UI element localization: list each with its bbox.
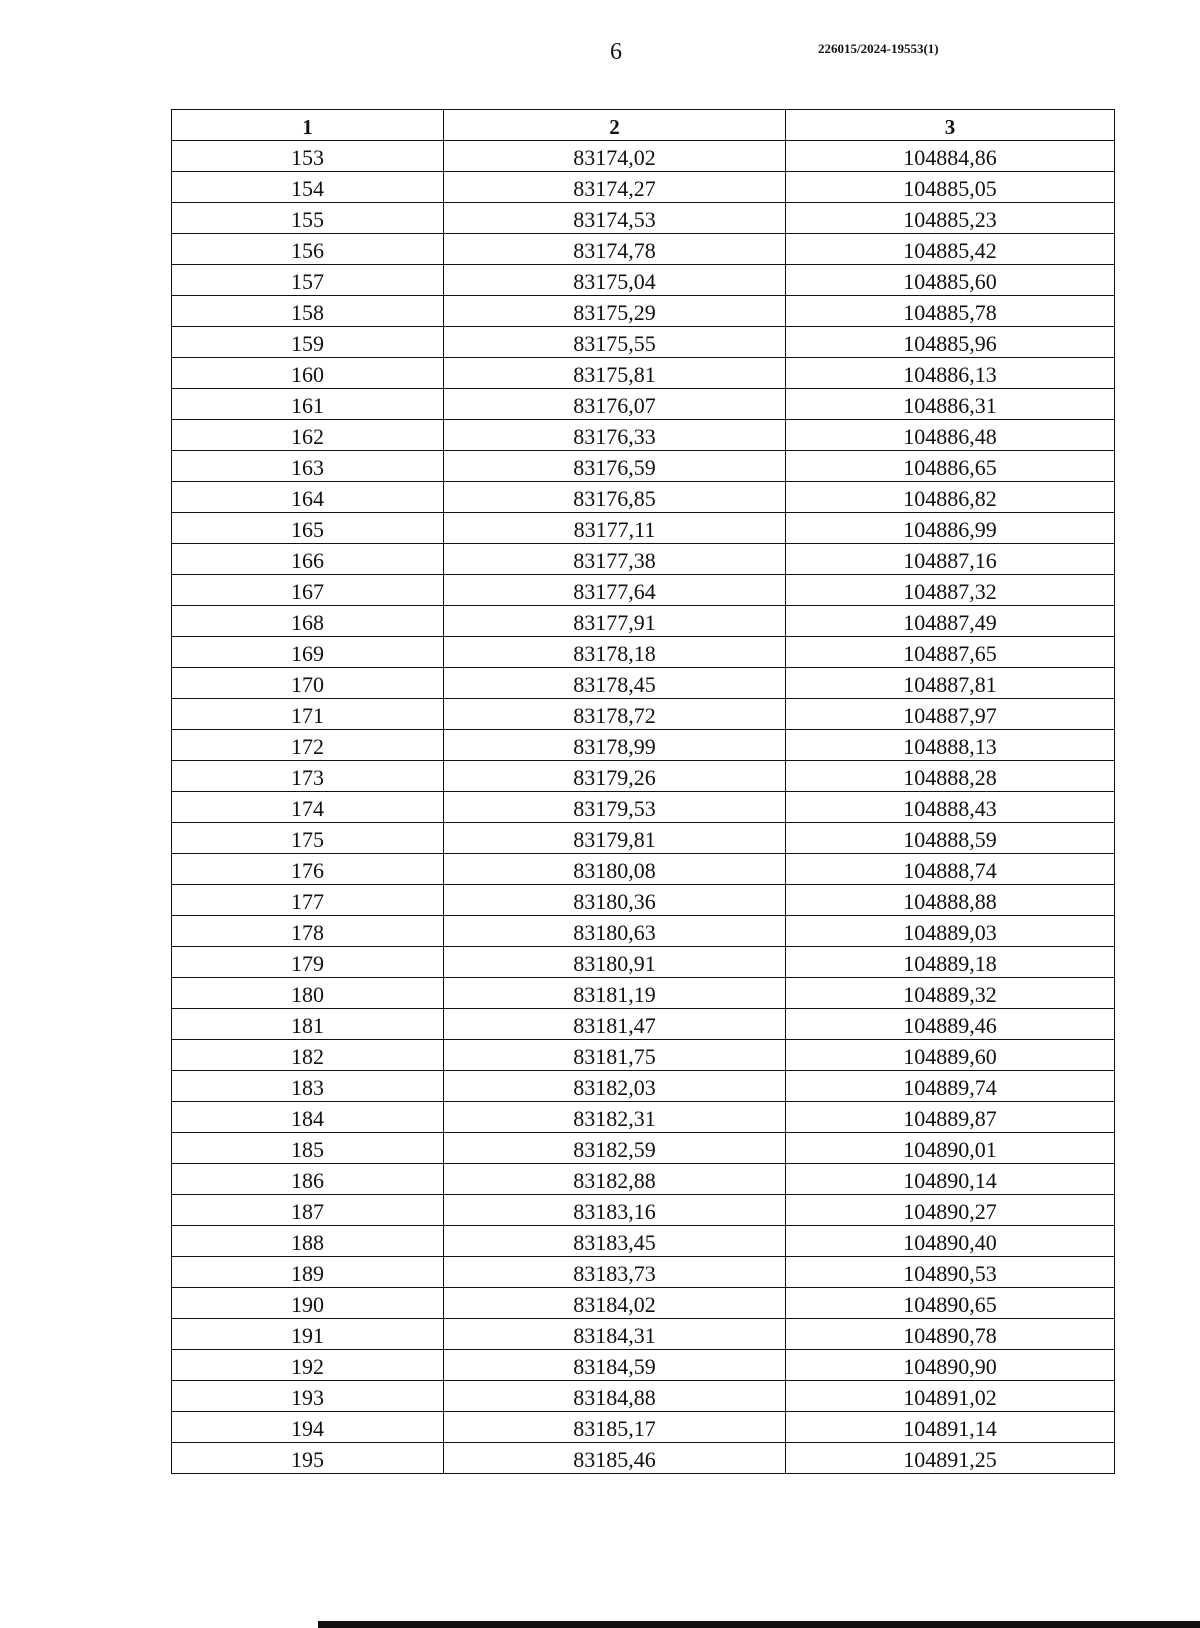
table-cell-col-1: 180 bbox=[172, 978, 444, 1009]
table-cell-col-3: 104889,18 bbox=[786, 947, 1115, 978]
table-cell-col-3: 104886,99 bbox=[786, 513, 1115, 544]
table-cell-col-2: 83181,75 bbox=[444, 1040, 786, 1071]
table-cell-col-1: 171 bbox=[172, 699, 444, 730]
table-cell-col-3: 104890,14 bbox=[786, 1164, 1115, 1195]
table-cell-col-1: 154 bbox=[172, 172, 444, 203]
table-cell-col-1: 195 bbox=[172, 1443, 444, 1474]
table-row bbox=[172, 637, 1115, 668]
table-cell-col-2: 83178,45 bbox=[444, 668, 786, 699]
table-cell-col-1: 162 bbox=[172, 420, 444, 451]
table-cell-col-1: 155 bbox=[172, 203, 444, 234]
table-row bbox=[172, 978, 1115, 1009]
table-cell-col-2: 83178,18 bbox=[444, 637, 786, 668]
table-cell-col-3: 104889,87 bbox=[786, 1102, 1115, 1133]
table-cell-col-3: 104888,88 bbox=[786, 885, 1115, 916]
table-row bbox=[172, 172, 1115, 203]
table-cell-col-3: 104889,03 bbox=[786, 916, 1115, 947]
table-cell-col-2: 83183,16 bbox=[444, 1195, 786, 1226]
column-header-1: 1 bbox=[172, 110, 444, 141]
table-cell-col-3: 104888,28 bbox=[786, 761, 1115, 792]
table-cell-col-3: 104887,49 bbox=[786, 606, 1115, 637]
table-cell-col-1: 189 bbox=[172, 1257, 444, 1288]
table-cell-col-1: 173 bbox=[172, 761, 444, 792]
table-cell-col-1: 178 bbox=[172, 916, 444, 947]
table-row bbox=[172, 327, 1115, 358]
table-cell-col-1: 181 bbox=[172, 1009, 444, 1040]
table-row bbox=[172, 1381, 1115, 1412]
table-cell-col-2: 83174,02 bbox=[444, 141, 786, 172]
table-cell-col-3: 104886,31 bbox=[786, 389, 1115, 420]
table-row bbox=[172, 203, 1115, 234]
table-row bbox=[172, 1009, 1115, 1040]
table-cell-col-3: 104887,97 bbox=[786, 699, 1115, 730]
table-header-row bbox=[172, 110, 1115, 141]
table-body bbox=[172, 141, 1115, 1474]
table-cell-col-3: 104890,65 bbox=[786, 1288, 1115, 1319]
table-row bbox=[172, 668, 1115, 699]
table-row bbox=[172, 1443, 1115, 1474]
table-cell-col-3: 104889,60 bbox=[786, 1040, 1115, 1071]
table-cell-col-3: 104891,02 bbox=[786, 1381, 1115, 1412]
table-cell-col-1: 165 bbox=[172, 513, 444, 544]
table-cell-col-1: 194 bbox=[172, 1412, 444, 1443]
table-cell-col-1: 170 bbox=[172, 668, 444, 699]
table-row bbox=[172, 1412, 1115, 1443]
table-cell-col-1: 184 bbox=[172, 1102, 444, 1133]
table-row bbox=[172, 544, 1115, 575]
table-cell-col-3: 104885,23 bbox=[786, 203, 1115, 234]
table-cell-col-1: 188 bbox=[172, 1226, 444, 1257]
table-cell-col-1: 179 bbox=[172, 947, 444, 978]
table-cell-col-2: 83176,07 bbox=[444, 389, 786, 420]
table-cell-col-2: 83180,63 bbox=[444, 916, 786, 947]
table-cell-col-3: 104888,43 bbox=[786, 792, 1115, 823]
table-cell-col-1: 168 bbox=[172, 606, 444, 637]
table-cell-col-2: 83174,53 bbox=[444, 203, 786, 234]
table-row bbox=[172, 1350, 1115, 1381]
table-row bbox=[172, 1226, 1115, 1257]
table-cell-col-3: 104887,65 bbox=[786, 637, 1115, 668]
table-cell-col-1: 157 bbox=[172, 265, 444, 296]
table-row bbox=[172, 358, 1115, 389]
table-row bbox=[172, 420, 1115, 451]
table-cell-col-1: 159 bbox=[172, 327, 444, 358]
table-row bbox=[172, 1040, 1115, 1071]
table-cell-col-2: 83184,31 bbox=[444, 1319, 786, 1350]
table-cell-col-1: 192 bbox=[172, 1350, 444, 1381]
table-cell-col-3: 104885,42 bbox=[786, 234, 1115, 265]
table-cell-col-1: 166 bbox=[172, 544, 444, 575]
table-cell-col-1: 153 bbox=[172, 141, 444, 172]
table-cell-col-3: 104885,96 bbox=[786, 327, 1115, 358]
table-cell-col-2: 83185,46 bbox=[444, 1443, 786, 1474]
table-row bbox=[172, 1102, 1115, 1133]
table-cell-col-3: 104886,48 bbox=[786, 420, 1115, 451]
table-row bbox=[172, 265, 1115, 296]
table-cell-col-2: 83177,91 bbox=[444, 606, 786, 637]
table-cell-col-1: 161 bbox=[172, 389, 444, 420]
table-cell-col-2: 83182,59 bbox=[444, 1133, 786, 1164]
table-cell-col-3: 104886,65 bbox=[786, 451, 1115, 482]
table-row bbox=[172, 482, 1115, 513]
table-row bbox=[172, 1195, 1115, 1226]
table-cell-col-3: 104890,40 bbox=[786, 1226, 1115, 1257]
table-cell-col-2: 83179,53 bbox=[444, 792, 786, 823]
scan-edge-bar bbox=[318, 1621, 1200, 1628]
table-cell-col-2: 83174,27 bbox=[444, 172, 786, 203]
table-cell-col-2: 83184,59 bbox=[444, 1350, 786, 1381]
table-cell-col-2: 83175,04 bbox=[444, 265, 786, 296]
table-cell-col-2: 83176,59 bbox=[444, 451, 786, 482]
column-header-3: 3 bbox=[786, 110, 1115, 141]
table-row bbox=[172, 1319, 1115, 1350]
table-cell-col-3: 104888,13 bbox=[786, 730, 1115, 761]
table-row bbox=[172, 854, 1115, 885]
table-row bbox=[172, 296, 1115, 327]
table-cell-col-1: 160 bbox=[172, 358, 444, 389]
table-cell-col-3: 104888,59 bbox=[786, 823, 1115, 854]
table-cell-col-3: 104888,74 bbox=[786, 854, 1115, 885]
table-row bbox=[172, 761, 1115, 792]
table-row bbox=[172, 792, 1115, 823]
table-cell-col-1: 185 bbox=[172, 1133, 444, 1164]
table-cell-col-2: 83175,55 bbox=[444, 327, 786, 358]
table-cell-col-3: 104890,27 bbox=[786, 1195, 1115, 1226]
table-cell-col-2: 83176,33 bbox=[444, 420, 786, 451]
table-cell-col-3: 104891,25 bbox=[786, 1443, 1115, 1474]
table-cell-col-2: 83174,78 bbox=[444, 234, 786, 265]
table-cell-col-2: 83177,64 bbox=[444, 575, 786, 606]
table-cell-col-3: 104889,32 bbox=[786, 978, 1115, 1009]
table-cell-col-3: 104886,82 bbox=[786, 482, 1115, 513]
table-cell-col-2: 83177,11 bbox=[444, 513, 786, 544]
page-number: 6 bbox=[610, 39, 622, 65]
table-cell-col-2: 83178,99 bbox=[444, 730, 786, 761]
table-cell-col-3: 104889,74 bbox=[786, 1071, 1115, 1102]
table-row bbox=[172, 823, 1115, 854]
table-row bbox=[172, 234, 1115, 265]
table-cell-col-3: 104887,16 bbox=[786, 544, 1115, 575]
table-cell-col-1: 193 bbox=[172, 1381, 444, 1412]
table-cell-col-2: 83179,81 bbox=[444, 823, 786, 854]
table-cell-col-3: 104886,13 bbox=[786, 358, 1115, 389]
table-row bbox=[172, 575, 1115, 606]
table-cell-col-2: 83183,73 bbox=[444, 1257, 786, 1288]
table-cell-col-1: 182 bbox=[172, 1040, 444, 1071]
table-row bbox=[172, 389, 1115, 420]
table-row bbox=[172, 947, 1115, 978]
table-cell-col-2: 83181,47 bbox=[444, 1009, 786, 1040]
table-cell-col-2: 83175,29 bbox=[444, 296, 786, 327]
table-cell-col-2: 83182,03 bbox=[444, 1071, 786, 1102]
table-cell-col-1: 190 bbox=[172, 1288, 444, 1319]
table-cell-col-2: 83182,88 bbox=[444, 1164, 786, 1195]
table-cell-col-3: 104890,78 bbox=[786, 1319, 1115, 1350]
table-row bbox=[172, 1133, 1115, 1164]
table-cell-col-3: 104889,46 bbox=[786, 1009, 1115, 1040]
table-row bbox=[172, 451, 1115, 482]
table-cell-col-1: 177 bbox=[172, 885, 444, 916]
table-row bbox=[172, 730, 1115, 761]
table-cell-col-2: 83180,08 bbox=[444, 854, 786, 885]
table-row bbox=[172, 141, 1115, 172]
table-cell-col-2: 83175,81 bbox=[444, 358, 786, 389]
table-cell-col-1: 169 bbox=[172, 637, 444, 668]
table-cell-col-3: 104885,05 bbox=[786, 172, 1115, 203]
table-row bbox=[172, 1164, 1115, 1195]
table-cell-col-3: 104890,53 bbox=[786, 1257, 1115, 1288]
table-cell-col-3: 104887,81 bbox=[786, 668, 1115, 699]
table-cell-col-2: 83185,17 bbox=[444, 1412, 786, 1443]
table-cell-col-1: 175 bbox=[172, 823, 444, 854]
table-cell-col-1: 167 bbox=[172, 575, 444, 606]
table-row bbox=[172, 1071, 1115, 1102]
table-cell-col-2: 83176,85 bbox=[444, 482, 786, 513]
table-cell-col-3: 104890,01 bbox=[786, 1133, 1115, 1164]
table-cell-col-2: 83184,02 bbox=[444, 1288, 786, 1319]
table-cell-col-2: 83180,91 bbox=[444, 947, 786, 978]
table-cell-col-1: 163 bbox=[172, 451, 444, 482]
table-cell-col-3: 104887,32 bbox=[786, 575, 1115, 606]
table-cell-col-3: 104885,60 bbox=[786, 265, 1115, 296]
table-cell-col-3: 104891,14 bbox=[786, 1412, 1115, 1443]
table-row bbox=[172, 1257, 1115, 1288]
table-row bbox=[172, 916, 1115, 947]
table-cell-col-1: 186 bbox=[172, 1164, 444, 1195]
table-cell-col-3: 104884,86 bbox=[786, 141, 1115, 172]
table-cell-col-2: 83183,45 bbox=[444, 1226, 786, 1257]
table-row bbox=[172, 606, 1115, 637]
table-cell-col-1: 172 bbox=[172, 730, 444, 761]
coordinates-table bbox=[171, 109, 1115, 1474]
table-cell-col-1: 183 bbox=[172, 1071, 444, 1102]
table-cell-col-2: 83184,88 bbox=[444, 1381, 786, 1412]
table-cell-col-2: 83179,26 bbox=[444, 761, 786, 792]
table-cell-col-1: 158 bbox=[172, 296, 444, 327]
table-cell-col-1: 164 bbox=[172, 482, 444, 513]
table-row bbox=[172, 885, 1115, 916]
table-cell-col-3: 104890,90 bbox=[786, 1350, 1115, 1381]
table-row bbox=[172, 699, 1115, 730]
table-row bbox=[172, 1288, 1115, 1319]
table-cell-col-3: 104885,78 bbox=[786, 296, 1115, 327]
table-cell-col-2: 83177,38 bbox=[444, 544, 786, 575]
table-row bbox=[172, 513, 1115, 544]
table-cell-col-1: 176 bbox=[172, 854, 444, 885]
document-id: 226015/2024-19553(1) bbox=[818, 41, 939, 56]
table-cell-col-1: 174 bbox=[172, 792, 444, 823]
table-cell-col-2: 83178,72 bbox=[444, 699, 786, 730]
table-cell-col-1: 187 bbox=[172, 1195, 444, 1226]
table-cell-col-2: 83181,19 bbox=[444, 978, 786, 1009]
table-cell-col-1: 191 bbox=[172, 1319, 444, 1350]
table-cell-col-2: 83180,36 bbox=[444, 885, 786, 916]
column-header-2: 2 bbox=[444, 110, 786, 141]
table-cell-col-2: 83182,31 bbox=[444, 1102, 786, 1133]
table-cell-col-1: 156 bbox=[172, 234, 444, 265]
